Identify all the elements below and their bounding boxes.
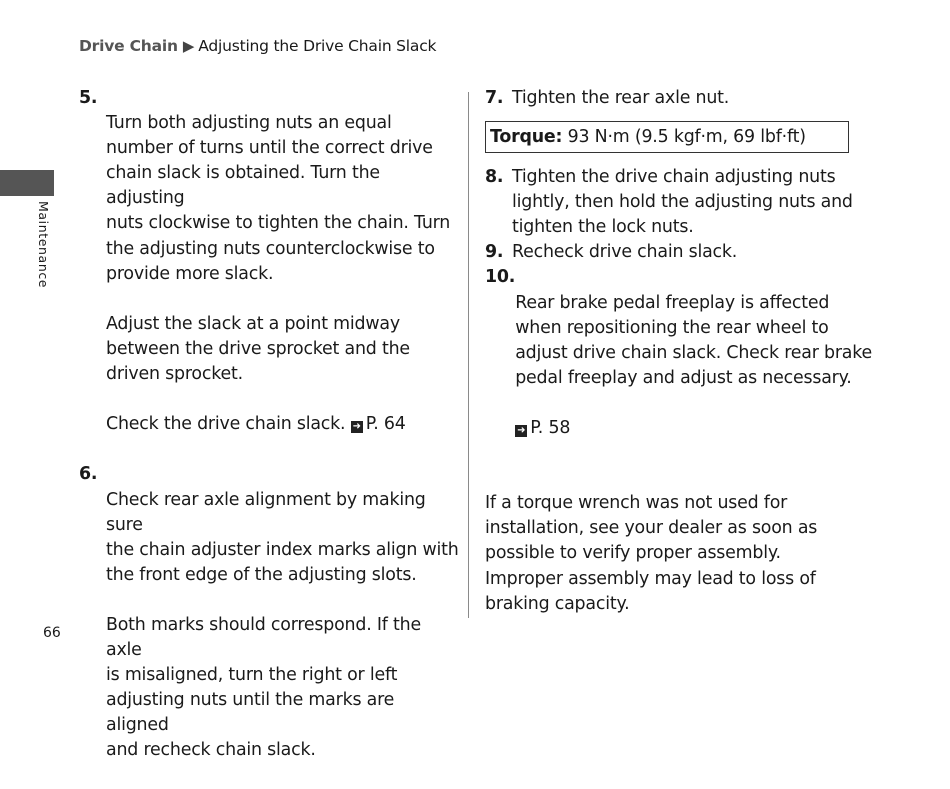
step-text: Rear brake pedal freeplay is affected when repositioning the rear wheel to adjust drive chain slack. Check rear brake pedal freeplay and adjust as necessary. [515,292,872,388]
breadcrumb [79,37,436,55]
step-text: Check the drive chain slack. [106,414,346,435]
step-text: Turn both adjusting nuts an equal number of turns until the correct drive chain slack is obtained. Turn the adjusting nuts clockwise to tighten the chain. Turn the adjusting nuts counterclockwise to provide more slack. [106,113,451,284]
step-number: 7. [485,88,504,108]
step-text: Both marks should correspond. If the axle is misaligned, turn the right or left adjusting nuts until the marks are aligned and recheck chain slack. [106,614,421,761]
step-number: 8. [485,167,504,188]
step-number: 10. [485,267,516,288]
step-text: Recheck drive chain slack. [512,242,738,263]
page-reference-icon: ➜ [517,425,526,437]
step-10 [485,265,875,466]
step-text: Check rear axle alignment by making sure the chain adjuster index marks align with the front edge of the adjusting slots. [106,489,459,585]
left-column [79,86,461,789]
step-text: Adjust the slack at a point midway between the drive sprocket and the driven sprocket. [106,313,410,385]
page-number: 66 [43,625,61,641]
step-text-with-ref [106,412,461,437]
step-number: 5. [79,88,98,108]
step-text: Tighten the drive chain adjusting nuts lightly, then hold the adjusting nuts and tighten the lock nuts. [512,167,853,238]
step-number: 6. [79,464,98,485]
page-title: Adjusting the Drive Chain Slack [198,37,437,55]
page-reference-link[interactable]: P. 64 [365,414,406,435]
torque-note: If a torque wrench was not used for installation, see your dealer as soon as possible to verify proper assembly. Improper assembly may lead to loss of braking capacity. [485,493,818,614]
step-number: 9. [485,242,504,263]
side-tab-marker [0,170,54,196]
step-text-with-ref [515,416,875,441]
page-reference-link[interactable]: P. 58 [530,418,571,439]
torque-label: Torque: [490,127,563,148]
torque-spec-box [485,121,849,153]
page-reference-icon: ➜ [352,421,361,433]
step-5 [79,86,461,462]
right-column [485,86,875,617]
side-tab-label: Maintenance [36,201,51,289]
step-9 [485,240,875,265]
torque-value: 93 N·m (9.5 kgf·m, 69 lbf·ft) [567,127,806,148]
column-divider [468,92,469,618]
step-text: Tighten the rear axle nut. [512,88,730,108]
step-7 [485,86,875,111]
step-8 [485,165,875,240]
breadcrumb-arrow-icon: ▶ [182,37,195,55]
step-6 [79,462,461,788]
breadcrumb-section: Drive Chain [79,37,178,55]
